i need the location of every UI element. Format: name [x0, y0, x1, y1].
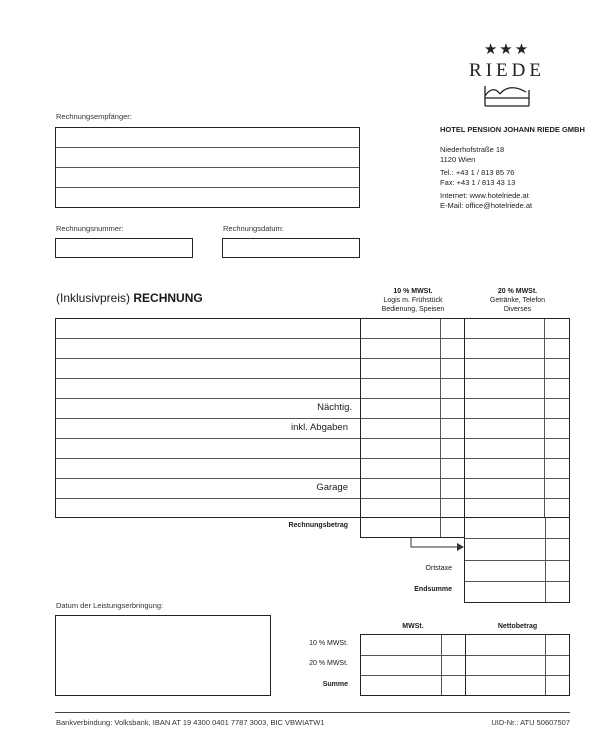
vat20-line1: Getränke, Telefon: [489, 297, 546, 304]
row-garage: Garage: [316, 482, 348, 493]
recipient-box[interactable]: [55, 127, 360, 208]
vat20-line2: Diverses: [503, 306, 532, 313]
hotel-email: E-Mail: office@hotelriede.at: [440, 201, 533, 210]
summary-row20-label: 20 % MWSt.: [309, 660, 348, 667]
title-main: RECHNUNG: [133, 291, 203, 305]
rechnungsbetrag-10-cells[interactable]: [360, 517, 465, 538]
summary-netto-header: Nettobetrag: [497, 623, 538, 630]
row-abgaben: inkl. Abgaben: [290, 422, 348, 433]
footer-bank: Bankverbindung: Volksbank, IBAN AT 19 4300 0401 7787 3003, BIC VBWIATW1: [56, 718, 325, 727]
summary-row10-label: 10 % MWSt.: [309, 640, 348, 647]
vat20-title: 20 % MWSt.: [497, 288, 538, 295]
summary-summe-label: Summe: [322, 681, 348, 688]
hotel-internet: Internet: www.hotelriede.at: [440, 191, 529, 200]
vat10-title: 10 % MWSt.: [393, 288, 433, 295]
hotel-fax: Fax: +43 1 / 813 43 13: [440, 178, 516, 187]
vat10-header: [361, 287, 465, 314]
logo-brand: RIEDE: [469, 60, 545, 81]
vat10-line2: Bedienung, Speisen: [381, 306, 445, 313]
invoice-date-label: Rechnungsdatum:: [223, 224, 284, 233]
footer-uid: UID-Nr.: ATU 50607507: [491, 718, 570, 727]
rechnungsbetrag-label: Rechnungsbetrag: [288, 522, 348, 529]
title-prefix: (Inklusivpreis): [56, 291, 131, 305]
hotel-name: HOTEL PENSION JOHANN RIEDE GMBH: [440, 125, 585, 134]
hotel-city: 1120 Wien: [440, 155, 476, 164]
vat20-header: [465, 287, 570, 314]
invoice-title: [56, 291, 203, 305]
endsumme-label: Endsumme: [414, 586, 452, 593]
invoice-number-field[interactable]: [55, 238, 193, 258]
stars-icon: ★★★: [483, 41, 531, 58]
arrow-icon: [410, 538, 466, 552]
service-date-label: Datum der Leistungserbringung:: [56, 601, 164, 610]
vat10-line1: Logis m. Frühstück: [383, 297, 443, 304]
hotel-tel: Tel.: +43 1 / 813 85 76: [440, 168, 515, 177]
hotel-street: Niederhofstraße 18: [440, 145, 505, 154]
totals-20-column[interactable]: [464, 517, 570, 603]
bed-icon: [482, 84, 532, 108]
footer-divider: [55, 712, 570, 713]
summary-mwst-header: MWSt.: [402, 623, 424, 630]
hotel-logo: [462, 40, 552, 112]
service-date-box[interactable]: [55, 615, 271, 696]
recipient-label: Rechnungsempfänger:: [56, 112, 132, 121]
ortstaxe-label: Ortstaxe: [425, 565, 452, 572]
summary-table[interactable]: [360, 634, 570, 696]
row-naechtig: Nächtig.: [317, 402, 352, 413]
invoice-date-field[interactable]: [222, 238, 360, 258]
invoice-number-label: Rechnungsnummer:: [56, 224, 124, 233]
